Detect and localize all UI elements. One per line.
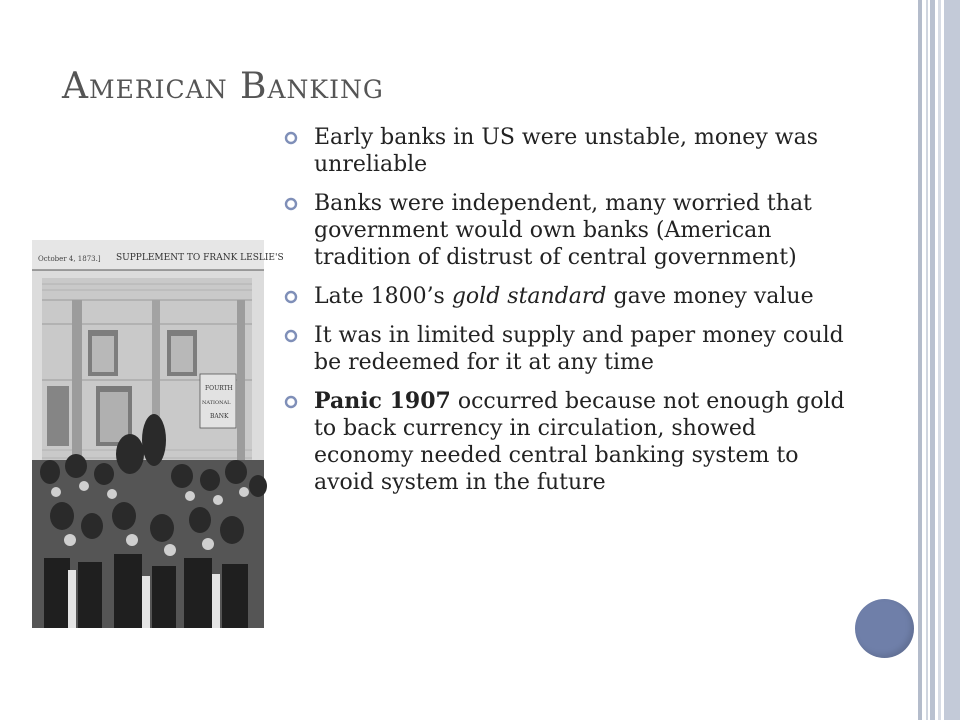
border-rail	[930, 0, 935, 720]
bullet-strong: Panic 1907	[314, 388, 451, 414]
border-rail	[938, 0, 941, 720]
ring-bullet-icon	[284, 131, 298, 145]
figure-header-title: SUPPLEMENT TO FRANK LESLIE'S	[116, 253, 284, 263]
bullet-item	[288, 283, 848, 310]
bank-panic-engraving	[32, 240, 284, 628]
bank-sign-line: FOURTH	[205, 385, 233, 392]
bullet-text: It was in limited supply and paper money could be redeemed for it at any time	[314, 323, 844, 375]
figure-header-date: October 4, 1873.]	[38, 255, 101, 263]
bank-sign-line: BANK	[210, 413, 229, 420]
bullet-text: Late 1800’s	[314, 284, 452, 309]
bullet-text: Banks were independent, many worried that government would own banks (American tradition of distrust of central government)	[314, 191, 812, 270]
border-rail	[926, 0, 928, 720]
bullet-text: Early banks in US were unstable, money was unreliable	[314, 125, 818, 177]
slide-title: American Banking	[62, 66, 384, 107]
ring-bullet-icon	[284, 290, 298, 304]
accent-circle	[855, 599, 914, 658]
bullet-list	[288, 124, 848, 508]
ring-bullet-icon	[284, 329, 298, 343]
border-rail	[944, 0, 960, 720]
bullet-item	[288, 388, 848, 496]
bullet-text: occurred because not enough gold to back currency in circulation, showed economy needed central banking system to avoid system in the future	[314, 389, 845, 495]
bullet-item	[288, 124, 848, 178]
border-rail	[918, 0, 922, 720]
ring-bullet-icon	[284, 395, 298, 409]
bullet-item	[288, 322, 848, 376]
ring-bullet-icon	[284, 197, 298, 211]
bullet-emphasis: gold standard	[451, 284, 607, 309]
bullet-item	[288, 190, 848, 271]
bullet-text: gave money value	[606, 284, 814, 309]
bank-sign-line: NATIONAL	[202, 400, 231, 406]
